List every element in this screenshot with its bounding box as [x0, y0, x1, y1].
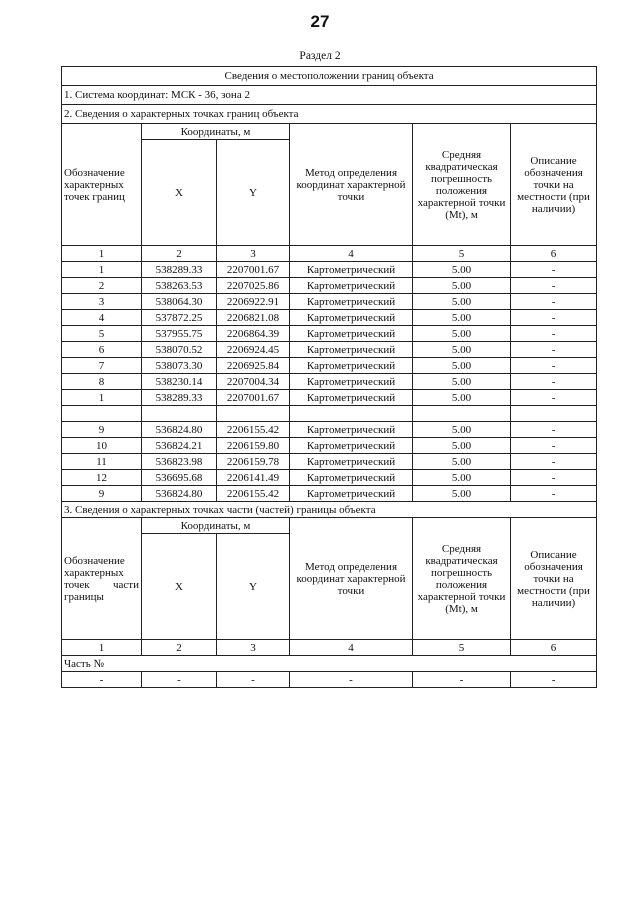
- method-cell: Картометрический: [290, 294, 413, 310]
- coord-y: 2206159.80: [217, 438, 290, 454]
- table-row: [62, 374, 597, 390]
- description-cell: -: [511, 262, 597, 278]
- coord-y: 2206159.78: [217, 454, 290, 470]
- coord-x: 537955.75: [142, 326, 217, 342]
- accuracy-cell: 5.00: [413, 358, 511, 374]
- accuracy-cell: 5.00: [413, 342, 511, 358]
- column-number: 6: [511, 246, 597, 262]
- header-accuracy: Средняя квадратическая погрешность положения характерной точки (Mt), м: [413, 124, 511, 246]
- coord-x: 537872.25: [142, 310, 217, 326]
- part2-title: 2. Сведения о характерных точках границ объекта: [62, 105, 597, 124]
- column-number: 2: [142, 640, 217, 656]
- column-number: 3: [217, 640, 290, 656]
- point-id: 7: [62, 358, 142, 374]
- coord-x: 538263.53: [142, 278, 217, 294]
- table-row: [62, 486, 597, 502]
- method-cell: Картометрический: [290, 486, 413, 502]
- method-cell: Картометрический: [290, 422, 413, 438]
- method-cell: Картометрический: [290, 310, 413, 326]
- coord-x: 538289.33: [142, 262, 217, 278]
- coord-y: 2207004.34: [217, 374, 290, 390]
- coord-x: 536824.80: [142, 422, 217, 438]
- accuracy-cell: 5.00: [413, 310, 511, 326]
- coord-x: 538064.30: [142, 294, 217, 310]
- table-row: [62, 454, 597, 470]
- point-id: 3: [62, 294, 142, 310]
- point-id: 2: [62, 278, 142, 294]
- point-id: 5: [62, 326, 142, 342]
- part-cell: -: [62, 672, 142, 688]
- accuracy-cell: 5.00: [413, 470, 511, 486]
- header-accuracy: Средняя квадратическая погрешность положения характерной точки (Mt), м: [413, 518, 511, 640]
- table-row: [62, 326, 597, 342]
- point-id: 8: [62, 374, 142, 390]
- table-row: [62, 278, 597, 294]
- separator-row: [62, 406, 597, 422]
- header-x: X: [142, 140, 217, 246]
- coord-y: 2207001.67: [217, 390, 290, 406]
- description-cell: -: [511, 390, 597, 406]
- column-number: 5: [413, 640, 511, 656]
- method-cell: Картометрический: [290, 438, 413, 454]
- table-title: Сведения о местоположении границ объекта: [62, 67, 597, 86]
- description-cell: -: [511, 358, 597, 374]
- accuracy-cell: 5.00: [413, 326, 511, 342]
- coord-y: 2206155.42: [217, 486, 290, 502]
- method-cell: Картометрический: [290, 262, 413, 278]
- description-cell: -: [511, 454, 597, 470]
- column-number: 6: [511, 640, 597, 656]
- empty-cell: [217, 406, 290, 422]
- empty-cell: [62, 406, 142, 422]
- description-cell: -: [511, 342, 597, 358]
- coord-x: 536824.21: [142, 438, 217, 454]
- part-cell: -: [142, 672, 217, 688]
- part-cell: -: [217, 672, 290, 688]
- boundaries-table: [61, 66, 597, 688]
- table-row: [62, 294, 597, 310]
- header-y: Y: [217, 534, 290, 640]
- column-number: 2: [142, 246, 217, 262]
- coord-system: 1. Система координат: МСК - 36, зона 2: [62, 86, 597, 105]
- column-number: 1: [62, 640, 142, 656]
- method-cell: Картометрический: [290, 342, 413, 358]
- accuracy-cell: 5.00: [413, 374, 511, 390]
- method-cell: Картометрический: [290, 358, 413, 374]
- description-cell: -: [511, 422, 597, 438]
- section-label: Раздел 2: [299, 50, 341, 62]
- header-coordinates: Координаты, м: [142, 518, 290, 534]
- coord-y: 2206864.39: [217, 326, 290, 342]
- coord-y: 2207001.67: [217, 262, 290, 278]
- empty-cell: [511, 406, 597, 422]
- point-id: 4: [62, 310, 142, 326]
- accuracy-cell: 5.00: [413, 278, 511, 294]
- table-row: [62, 422, 597, 438]
- description-cell: -: [511, 326, 597, 342]
- coord-y: 2206922.91: [217, 294, 290, 310]
- table-row: [62, 672, 597, 688]
- coord-x: 536824.80: [142, 486, 217, 502]
- page-number: 27: [310, 12, 330, 31]
- table-row: [62, 390, 597, 406]
- header-x: X: [142, 534, 217, 640]
- header-description: Описание обозначения точки на местности (при наличии): [511, 124, 597, 246]
- empty-cell: [142, 406, 217, 422]
- point-id: 9: [62, 422, 142, 438]
- part-cell: -: [413, 672, 511, 688]
- description-cell: -: [511, 294, 597, 310]
- point-id: 1: [62, 390, 142, 406]
- coord-y: 2206821.08: [217, 310, 290, 326]
- description-cell: -: [511, 470, 597, 486]
- method-cell: Картометрический: [290, 278, 413, 294]
- column-numbers-row: [62, 246, 597, 262]
- description-cell: -: [511, 374, 597, 390]
- point-id: 9: [62, 486, 142, 502]
- table-row: [62, 342, 597, 358]
- method-cell: Картометрический: [290, 454, 413, 470]
- empty-cell: [413, 406, 511, 422]
- column-number: 3: [217, 246, 290, 262]
- description-cell: -: [511, 486, 597, 502]
- coord-y: 2207025.86: [217, 278, 290, 294]
- coord-x: 536823.98: [142, 454, 217, 470]
- header-designation-part: Обозначение характерных точек части границы: [62, 518, 142, 640]
- description-cell: -: [511, 278, 597, 294]
- coord-y: 2206141.49: [217, 470, 290, 486]
- coord-x: 538073.30: [142, 358, 217, 374]
- description-cell: -: [511, 310, 597, 326]
- description-cell: -: [511, 438, 597, 454]
- column-number: 5: [413, 246, 511, 262]
- coord-y: 2206925.84: [217, 358, 290, 374]
- header-description: Описание обозначения точки на местности (при наличии): [511, 518, 597, 640]
- header-method: Метод определения координат характерной точки: [290, 124, 413, 246]
- part-cell: -: [290, 672, 413, 688]
- accuracy-cell: 5.00: [413, 438, 511, 454]
- part-cell: -: [511, 672, 597, 688]
- method-cell: Картометрический: [290, 326, 413, 342]
- method-cell: Картометрический: [290, 390, 413, 406]
- accuracy-cell: 5.00: [413, 262, 511, 278]
- column-number: 4: [290, 640, 413, 656]
- coord-x: 538070.52: [142, 342, 217, 358]
- method-cell: Картометрический: [290, 374, 413, 390]
- header-method: Метод определения координат характерной точки: [290, 518, 413, 640]
- accuracy-cell: 5.00: [413, 486, 511, 502]
- coord-y: 2206155.42: [217, 422, 290, 438]
- column-number: 4: [290, 246, 413, 262]
- point-id: 6: [62, 342, 142, 358]
- accuracy-cell: 5.00: [413, 294, 511, 310]
- accuracy-cell: 5.00: [413, 422, 511, 438]
- column-number: 1: [62, 246, 142, 262]
- coord-x: 538289.33: [142, 390, 217, 406]
- coord-y: 2206924.45: [217, 342, 290, 358]
- coord-x: 538230.14: [142, 374, 217, 390]
- table-row: [62, 262, 597, 278]
- column-numbers-row: [62, 640, 597, 656]
- point-id: 10: [62, 438, 142, 454]
- method-cell: Картометрический: [290, 470, 413, 486]
- header-y: Y: [217, 140, 290, 246]
- accuracy-cell: 5.00: [413, 454, 511, 470]
- part3-title: 3. Сведения о характерных точках части (частей) границы объекта: [62, 502, 597, 518]
- coord-x: 536695.68: [142, 470, 217, 486]
- header-designation: Обозначение характерных точек границ: [62, 124, 142, 246]
- point-id: 12: [62, 470, 142, 486]
- empty-cell: [290, 406, 413, 422]
- table-row: [62, 438, 597, 454]
- point-id: 11: [62, 454, 142, 470]
- point-id: 1: [62, 262, 142, 278]
- part-label: Часть №: [62, 656, 597, 672]
- header-coordinates: Координаты, м: [142, 124, 290, 140]
- table-row: [62, 358, 597, 374]
- table-row: [62, 470, 597, 486]
- table-row: [62, 310, 597, 326]
- accuracy-cell: 5.00: [413, 390, 511, 406]
